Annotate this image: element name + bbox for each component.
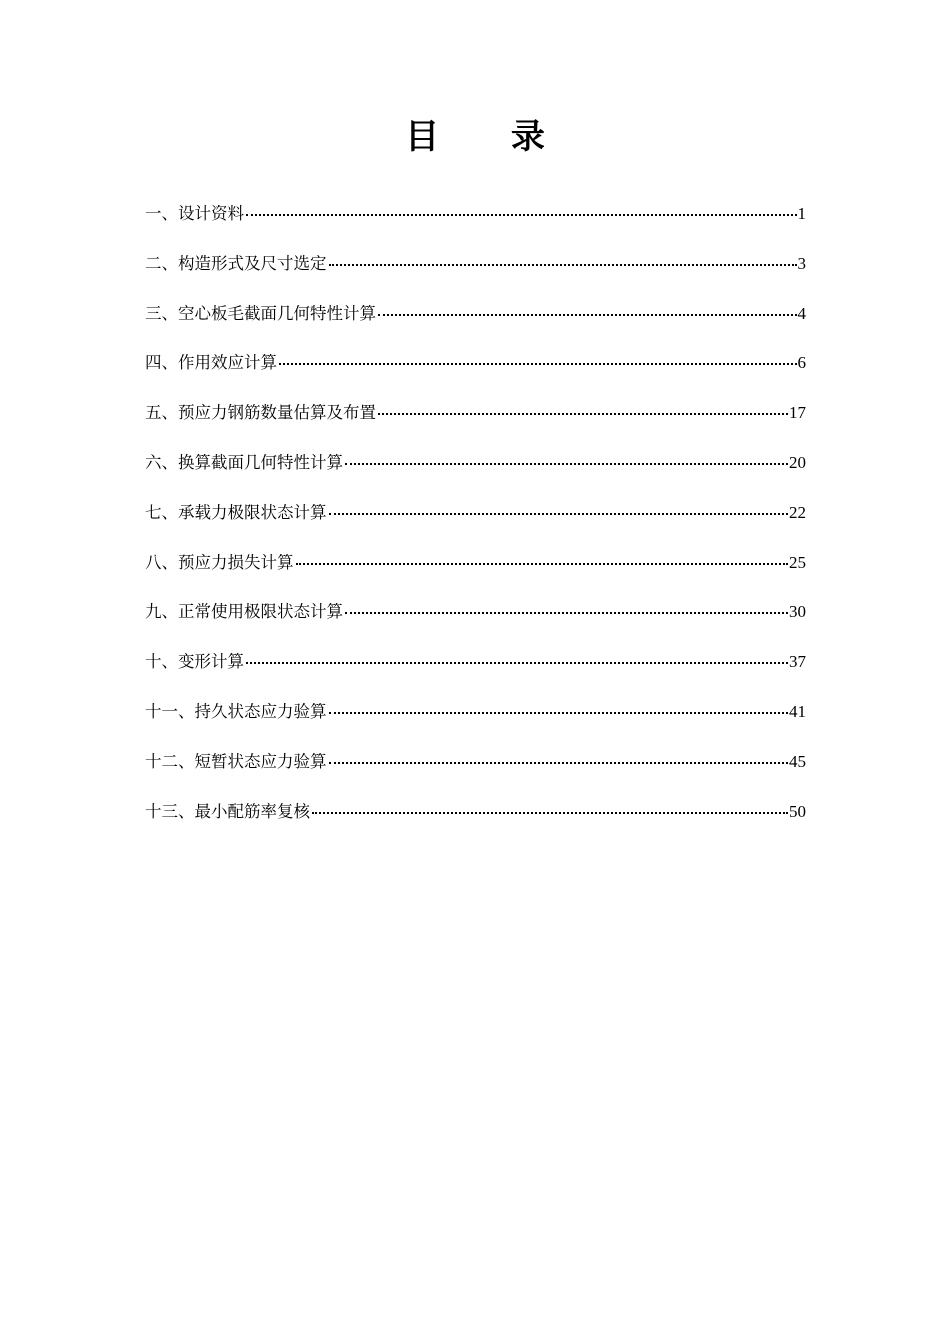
dot-leader xyxy=(312,811,788,814)
toc-entry[interactable] xyxy=(145,349,806,399)
toc-entry[interactable] xyxy=(145,698,806,748)
toc-entry-label: 四、作用效应计算 xyxy=(145,353,277,373)
toc-entry-label: 八、预应力损失计算 xyxy=(145,552,294,572)
toc-entry[interactable] xyxy=(145,399,806,449)
toc-entry-label: 二、构造形式及尺寸选定 xyxy=(145,253,327,273)
toc-entry-label: 九、正常使用极限状态计算 xyxy=(145,602,343,622)
toc-entry[interactable] xyxy=(145,748,806,798)
toc-entry-page-number: 4 xyxy=(797,303,806,323)
toc-entry-label: 十三、最小配筋率复核 xyxy=(145,801,310,821)
toc-entry-page-number: 41 xyxy=(789,701,806,721)
dot-leader xyxy=(345,611,788,614)
toc-entry-page-number: 25 xyxy=(789,552,806,572)
toc-entry-label: 五、预应力钢筋数量估算及布置 xyxy=(145,403,376,423)
toc-entry-page-number: 50 xyxy=(789,801,806,821)
toc-entry-label: 三、空心板毛截面几何特性计算 xyxy=(145,303,376,323)
toc-entry[interactable] xyxy=(145,200,806,250)
dot-leader xyxy=(246,661,788,664)
toc-entry[interactable] xyxy=(145,300,806,350)
toc-entry-page-number: 45 xyxy=(789,751,806,771)
dot-leader xyxy=(329,711,789,714)
toc-entry[interactable] xyxy=(145,250,806,300)
toc-entry-label: 七、承载力极限状态计算 xyxy=(145,502,327,522)
toc-entry[interactable] xyxy=(145,648,806,698)
toc-entry-page-number: 1 xyxy=(797,204,806,223)
toc-entry-page-number: 17 xyxy=(789,403,806,423)
toc-entry-label: 六、换算截面几何特性计算 xyxy=(145,452,343,472)
toc-title: 目 录 xyxy=(405,117,575,157)
toc-entry[interactable] xyxy=(145,549,806,599)
toc-entry-label: 一、设计资料 xyxy=(145,204,244,223)
toc-entry-label: 十二、短暂状态应力验算 xyxy=(145,751,327,771)
toc-entry-page-number: 3 xyxy=(797,253,806,273)
toc-entry-page-number: 37 xyxy=(789,652,806,672)
toc-entry[interactable] xyxy=(145,798,806,848)
toc-entry-page-number: 6 xyxy=(797,353,806,373)
toc-list xyxy=(145,200,806,847)
dot-leader xyxy=(378,412,788,415)
toc-entry-page-number: 22 xyxy=(789,502,806,522)
dot-leader xyxy=(296,562,789,565)
toc-entry[interactable] xyxy=(145,499,806,549)
toc-entry-label: 十一、持久状态应力验算 xyxy=(145,701,327,721)
toc-entry[interactable] xyxy=(145,598,806,648)
dot-leader xyxy=(329,512,789,515)
toc-entry[interactable] xyxy=(145,449,806,499)
dot-leader xyxy=(329,263,797,266)
dot-leader xyxy=(246,213,797,216)
dot-leader xyxy=(329,761,789,764)
toc-entry-page-number: 30 xyxy=(789,602,806,622)
toc-entry-label: 十、变形计算 xyxy=(145,652,244,672)
toc-entry-page-number: 20 xyxy=(789,452,806,472)
dot-leader xyxy=(345,462,788,465)
dot-leader xyxy=(378,313,797,316)
dot-leader xyxy=(279,362,797,365)
